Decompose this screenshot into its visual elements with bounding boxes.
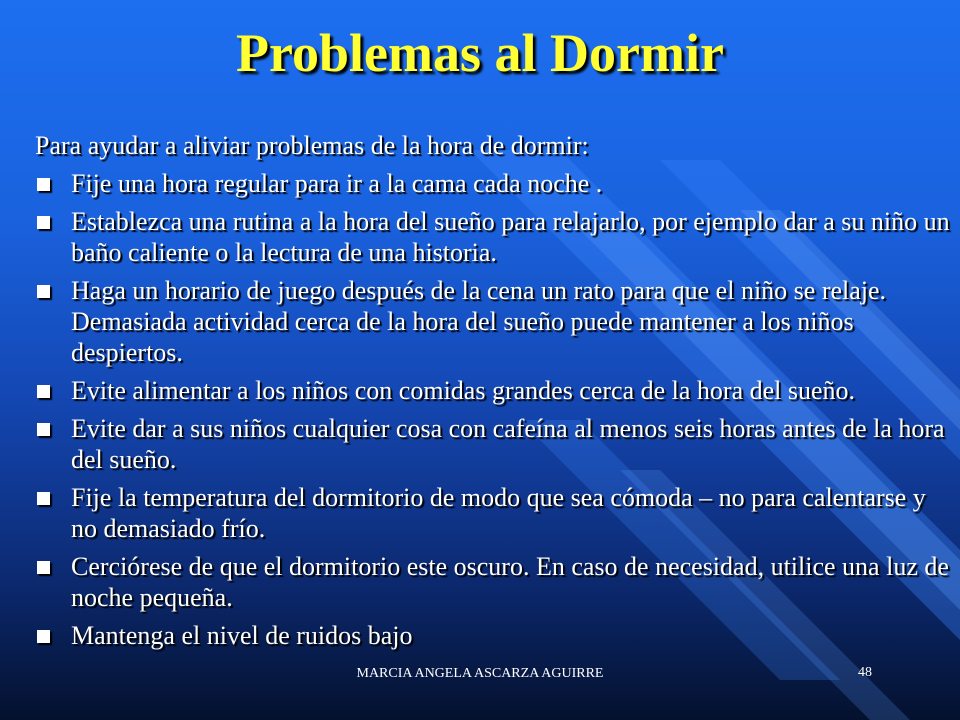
- slide-body: [35, 130, 955, 658]
- bullet-text: Fije una hora regular para ir a la cama cada noche .: [71, 169, 603, 198]
- bullet-item: [35, 168, 955, 199]
- bullet-item: [35, 620, 955, 651]
- bullet-item: [35, 375, 955, 406]
- bullet-text: Evite dar a sus niños cualquier cosa con cafeína al menos seis horas antes de la hora del sueño.: [71, 414, 945, 474]
- intro-text: Para ayudar a aliviar problemas de la hora de dormir:: [35, 131, 589, 160]
- slide-title: Problemas al Dormir: [236, 23, 724, 83]
- bullet-item: [35, 551, 955, 613]
- square-bullet-icon: [37, 630, 50, 643]
- square-bullet-icon: [37, 385, 50, 398]
- bullet-list: [35, 168, 955, 651]
- square-bullet-icon: [37, 285, 50, 298]
- bullet-text: Mantenga el nivel de ruidos bajo: [71, 621, 413, 650]
- square-bullet-icon: [37, 492, 50, 505]
- bullet-text: Fije la temperatura del dormitorio de modo que sea cómoda – no para calentarse y no demasiado frío.: [71, 483, 926, 543]
- page-number: 48: [858, 665, 872, 680]
- bullet-text: Evite alimentar a los niños con comidas grandes cerca de la hora del sueño.: [71, 376, 856, 405]
- square-bullet-icon: [37, 423, 50, 436]
- square-bullet-icon: [37, 216, 50, 229]
- bullet-item: [35, 482, 955, 544]
- bullet-item: [35, 206, 955, 268]
- bullet-text: Establezca una rutina a la hora del sueño para relajarlo, por ejemplo dar a su niño un baño caliente o la lectura de una historia.: [71, 207, 950, 267]
- bullet-text: Cerciórese de que el dormitorio este oscuro. En caso de necesidad, utilice una luz de noche pequeña.: [71, 552, 949, 612]
- square-bullet-icon: [37, 178, 50, 191]
- footer-author: MARCIA ANGELA ASCARZA AGUIRRE: [356, 666, 604, 681]
- bullet-item: [35, 413, 955, 475]
- square-bullet-icon: [37, 561, 50, 574]
- bullet-text: Haga un horario de juego después de la cena un rato para que el niño se relaje. Demasiada actividad cerca de la hora del sueño puede mantener a los niños despiertos.: [71, 276, 887, 367]
- bullet-item: [35, 275, 955, 368]
